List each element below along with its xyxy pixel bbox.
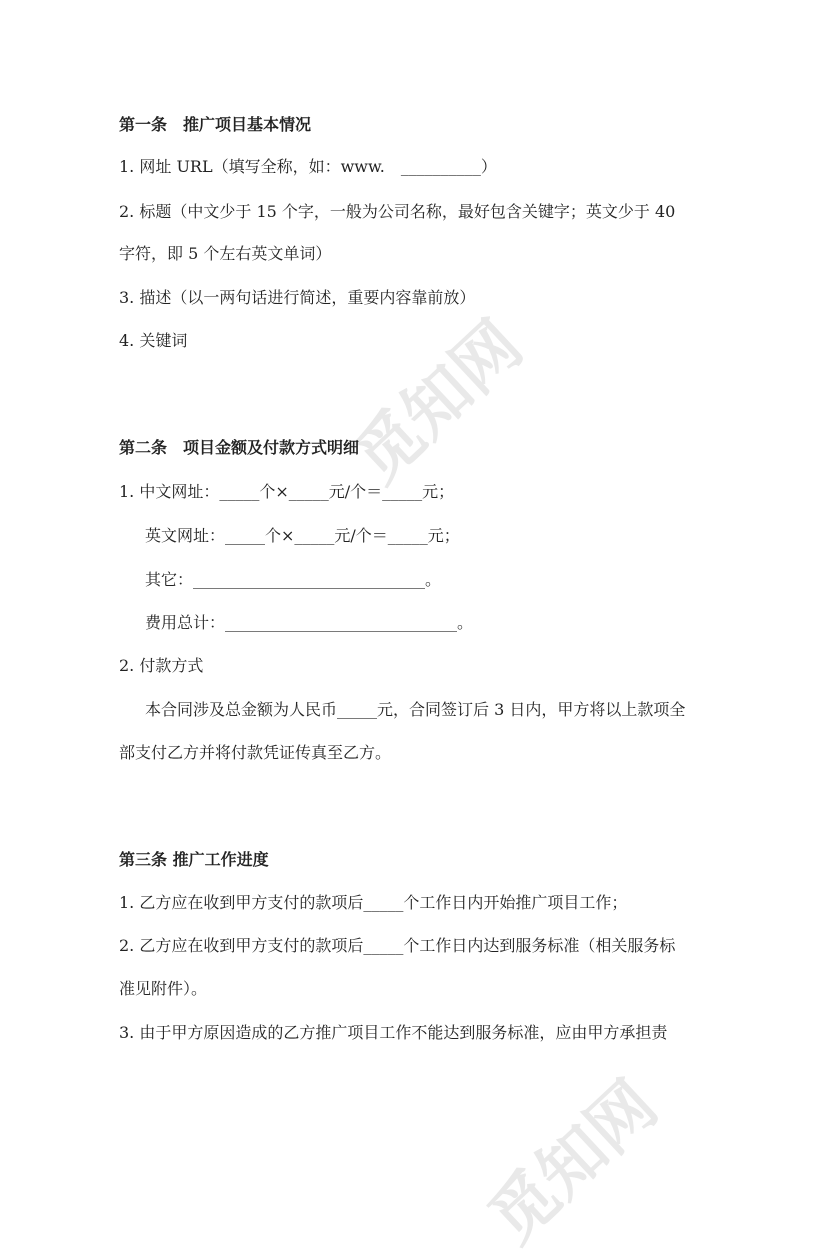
section-heading-3: 第三条 推广工作进度 bbox=[119, 850, 269, 869]
list-subitem: 其它：_____________________________。 bbox=[145, 570, 442, 589]
list-item: 4. 关键词 bbox=[119, 331, 188, 350]
list-item: 3. 描述（以一两句话进行简述，重要内容靠前放） bbox=[119, 288, 476, 307]
list-item: 1. 网址 URL（填写全称，如：www. __________） bbox=[119, 157, 497, 176]
paragraph-line: 本合同涉及总金额为人民币_____元，合同签订后 3 日内，甲方将以上款项全 bbox=[145, 700, 686, 719]
list-item-continuation: 准见附件）。 bbox=[119, 979, 208, 998]
list-item: 2. 标题（中文少于 15 个字，一般为公司名称，最好包含关键字；英文少于 40 bbox=[119, 202, 676, 221]
list-item: 1. 乙方应在收到甲方支付的款项后_____个工作日内开始推广项目工作； bbox=[119, 893, 628, 912]
list-item: 2. 付款方式 bbox=[119, 656, 204, 675]
list-subitem: 费用总计：_____________________________。 bbox=[145, 613, 474, 632]
list-item: 2. 乙方应在收到甲方支付的款项后_____个工作日内达到服务标准（相关服务标 bbox=[119, 936, 676, 955]
section-heading-2: 第二条 项目金额及付款方式明细 bbox=[119, 438, 360, 457]
watermark: 觅知网 bbox=[474, 1066, 672, 1258]
list-item: 3. 由于甲方原因造成的乙方推广项目工作不能达到服务标准，应由甲方承担责 bbox=[119, 1023, 668, 1042]
paragraph-line: 部支付乙方并将付款凭证传真至乙方。 bbox=[119, 743, 392, 762]
watermark: 觅知网 bbox=[339, 306, 537, 498]
list-item: 1. 中文网址：_____个×_____元/个＝_____元； bbox=[119, 482, 455, 501]
list-item-continuation: 字符，即 5 个左右英文单词） bbox=[119, 244, 332, 263]
section-heading-1: 第一条 推广项目基本情况 bbox=[119, 115, 312, 134]
list-subitem: 英文网址：_____个×_____元/个＝_____元； bbox=[145, 526, 460, 545]
